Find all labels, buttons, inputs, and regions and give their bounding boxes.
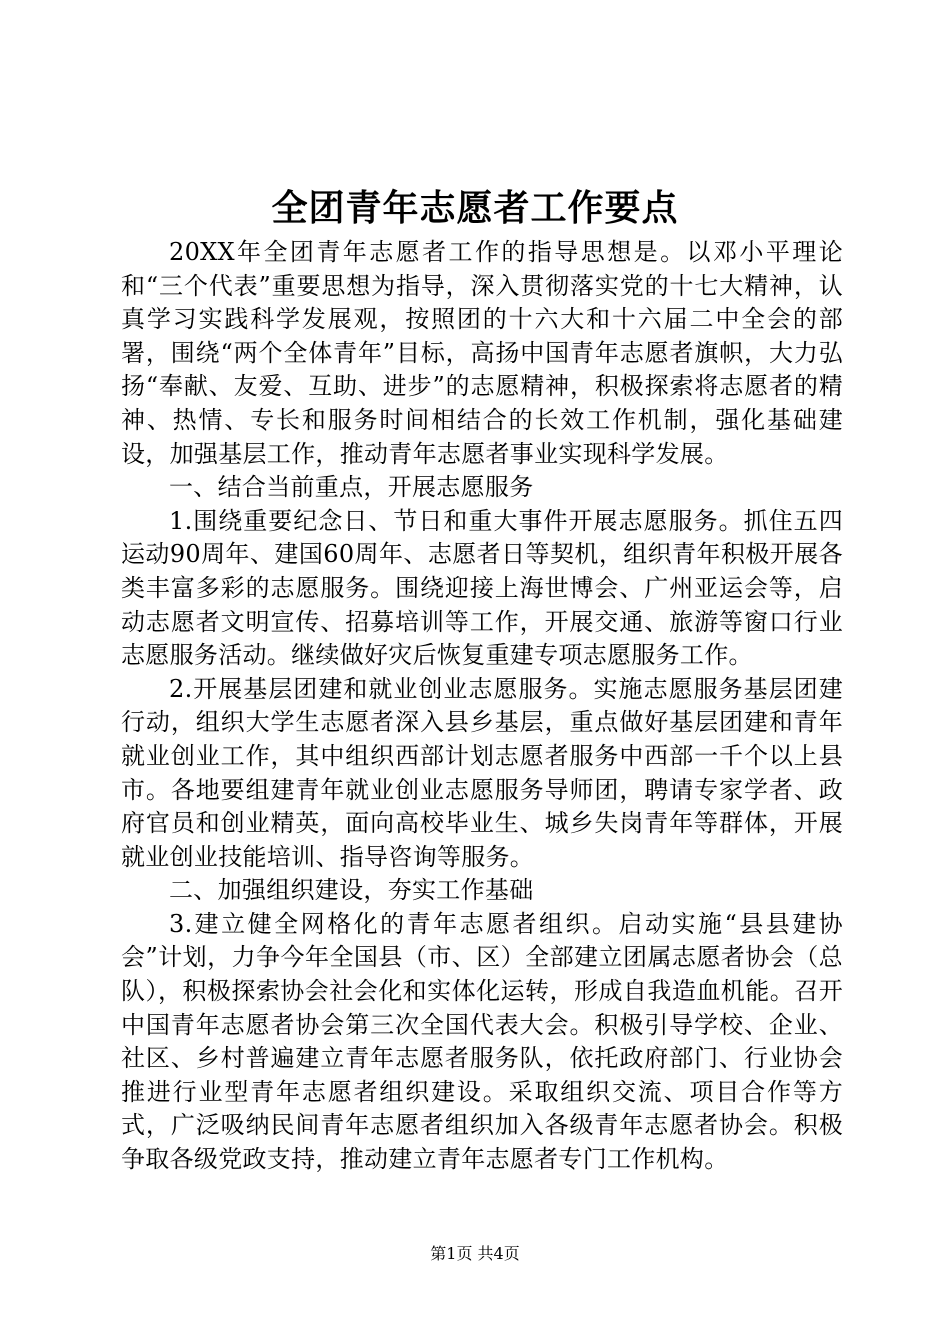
- section-heading-1: 一、结合当前重点，开展志愿服务: [169, 473, 534, 502]
- document-body: [121, 236, 843, 1177]
- item-paragraph-3: 3.建立健全网格化的青年志愿者组织。启动实施“县县建协会”计划，力争今年全国县（市、区）全部建立团属志愿者协会（总队），积极探索协会社会化和实体化运转，形成自我造血机能。召开中国青年志愿者协会第三次全国代表大会。积极引导学校、企业、社区、乡村普遍建立青年志愿者服务队，依托政府部门、行业协会推进行业型青年志愿者组织建设。采取组织交流、项目合作等方式，广泛吸纳民间青年志愿者组织加入各级青年志愿者协会。积极争取各级党政支持，推动建立青年志愿者专门工作机构。: [121, 909, 843, 1174]
- section-heading-2: 二、加强组织建设，夯实工作基础: [169, 876, 534, 905]
- item-paragraph-2: 2.开展基层团建和就业创业志愿服务。实施志愿服务基层团建行动，组织大学生志愿者深入县乡基层，重点做好基层团建和青年就业创业工作，其中组织西部计划志愿者服务中西部一千个以上县市。各地要组建青年就业创业志愿服务导师团，聘请专家学者、政府官员和创业精英，面向高校毕业生、城乡失岗青年等群体，开展就业创业技能培训、指导咨询等服务。: [121, 674, 843, 871]
- intro-paragraph: 20XX年全团青年志愿者工作的指导思想是。以邓小平理论和“三个代表”重要思想为指导，深入贯彻落实党的十七大精神，认真学习实践科学发展观，按照团的十六大和十六届二中全会的部署，围绕“两个全体青年”目标，高扬中国青年志愿者旗帜，大力弘扬“奉献、友爱、互助、进步”的志愿精神，积极探索将志愿者的精神、热情、专长和服务时间相结合的长效工作机制，强化基础建设，加强基层工作，推动青年志愿者事业实现科学发展。: [121, 238, 843, 468]
- page-number-footer: 第1页 共4页: [430, 1244, 520, 1263]
- document-title: 全团青年志愿者工作要点: [271, 187, 679, 229]
- item-paragraph-1: 1.围绕重要纪念日、节日和重大事件开展志愿服务。抓住五四运动90周年、建国60周年、志愿者日等契机，组织青年积极开展各类丰富多彩的志愿服务。围绕迎接上海世博会、广州亚运会等，启动志愿者文明宣传、招募培训等工作，开展交通、旅游等窗口行业志愿服务活动。继续做好灾后恢复重建专项志愿服务工作。: [121, 506, 843, 670]
